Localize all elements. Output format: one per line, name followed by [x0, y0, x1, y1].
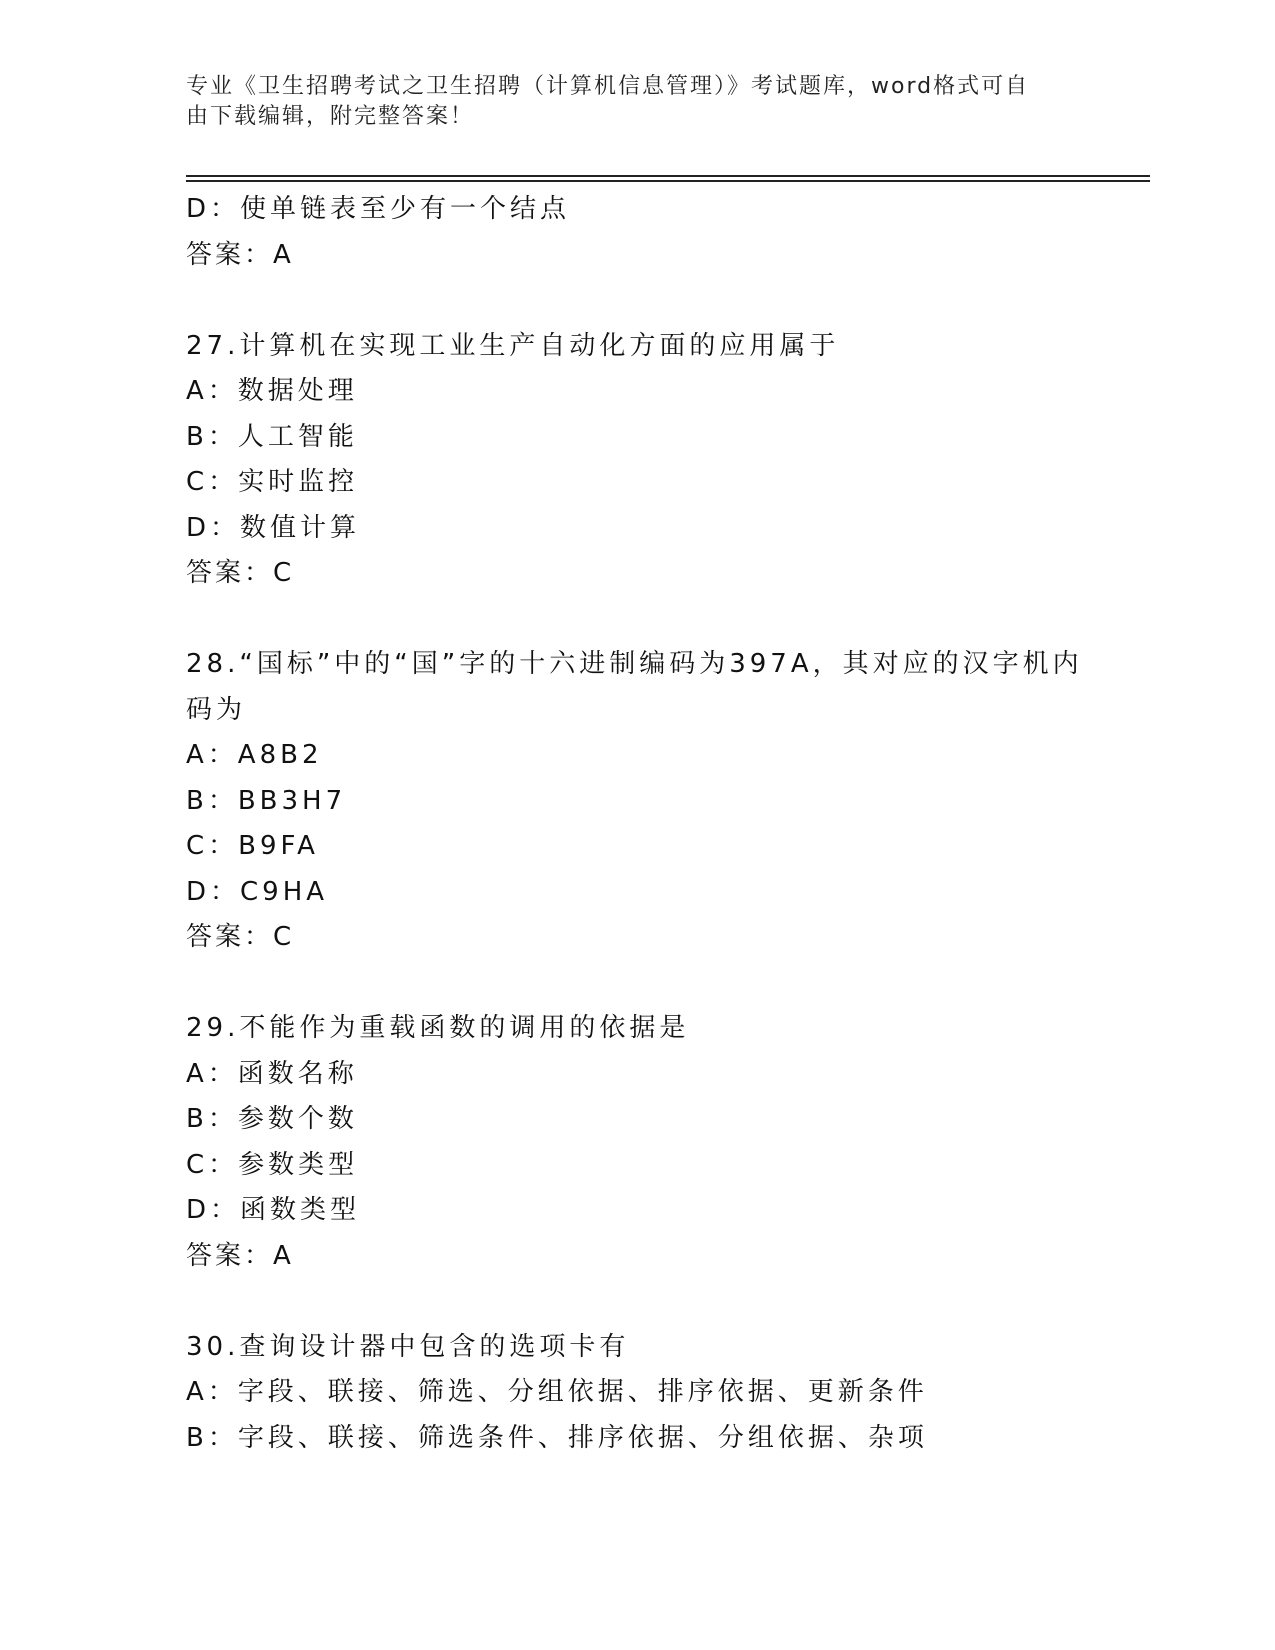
question-29 — [186, 1006, 1086, 1279]
option-b: B：BB3H7 — [186, 785, 347, 816]
option-c: C：参数类型 — [186, 1149, 359, 1180]
question-stem: 30.查询设计器中包含的选项卡有 — [186, 1331, 630, 1362]
option-b: B：字段、联接、筛选条件、排序依据、分组依据、杂项 — [186, 1422, 928, 1453]
question-stem: 29.不能作为重载函数的调用的依据是 — [186, 1013, 690, 1043]
header-line-1: 专业《卫生招聘考试之卫生招聘（计算机信息管理）》考试题库，word格式可自 — [186, 74, 1030, 99]
answer-line: 答案：A — [186, 1240, 294, 1271]
spacer — [186, 961, 1086, 1007]
option-d: D：数值计算 — [186, 512, 361, 543]
header-rule-bottom — [186, 180, 1150, 182]
spacer — [186, 1279, 1086, 1325]
option-d: D：函数类型 — [186, 1195, 361, 1225]
question-27 — [186, 324, 1086, 597]
spacer — [186, 278, 1086, 324]
option-b: B：参数个数 — [186, 1104, 358, 1134]
question-stem-line-1: 28.“国标”中的“国”字的十六进制编码为397A，其对应的汉字机内 — [186, 649, 1083, 679]
answer-line: 答案：A — [186, 239, 294, 270]
header-rule-top — [186, 175, 1150, 177]
question-28 — [186, 642, 1086, 961]
document-header — [186, 72, 1066, 132]
answer-line: 答案：C — [186, 558, 295, 588]
option-d: D：C9HA — [186, 876, 329, 907]
spacer — [186, 597, 1086, 643]
previous-question-tail — [186, 187, 1086, 278]
option-a: A：数据处理 — [186, 376, 358, 406]
option-d: D：使单链表至少有一个结点 — [186, 194, 571, 224]
option-a: A：A8B2 — [186, 740, 323, 770]
option-a: A：函数名称 — [186, 1058, 358, 1089]
answer-line: 答案：C — [186, 922, 295, 952]
question-30 — [186, 1325, 1086, 1462]
option-c: C：实时监控 — [186, 467, 359, 497]
question-stem: 27.计算机在实现工业生产自动化方面的应用属于 — [186, 330, 840, 361]
question-stem-line-2: 码为 — [186, 694, 247, 725]
question-list — [186, 187, 1086, 1461]
option-a: A：字段、联接、筛选、分组依据、排序依据、更新条件 — [186, 1377, 928, 1407]
header-line-2: 由下载编辑，附完整答案！ — [186, 104, 475, 129]
option-c: C：B9FA — [186, 831, 319, 861]
option-b: B：人工智能 — [186, 421, 358, 452]
